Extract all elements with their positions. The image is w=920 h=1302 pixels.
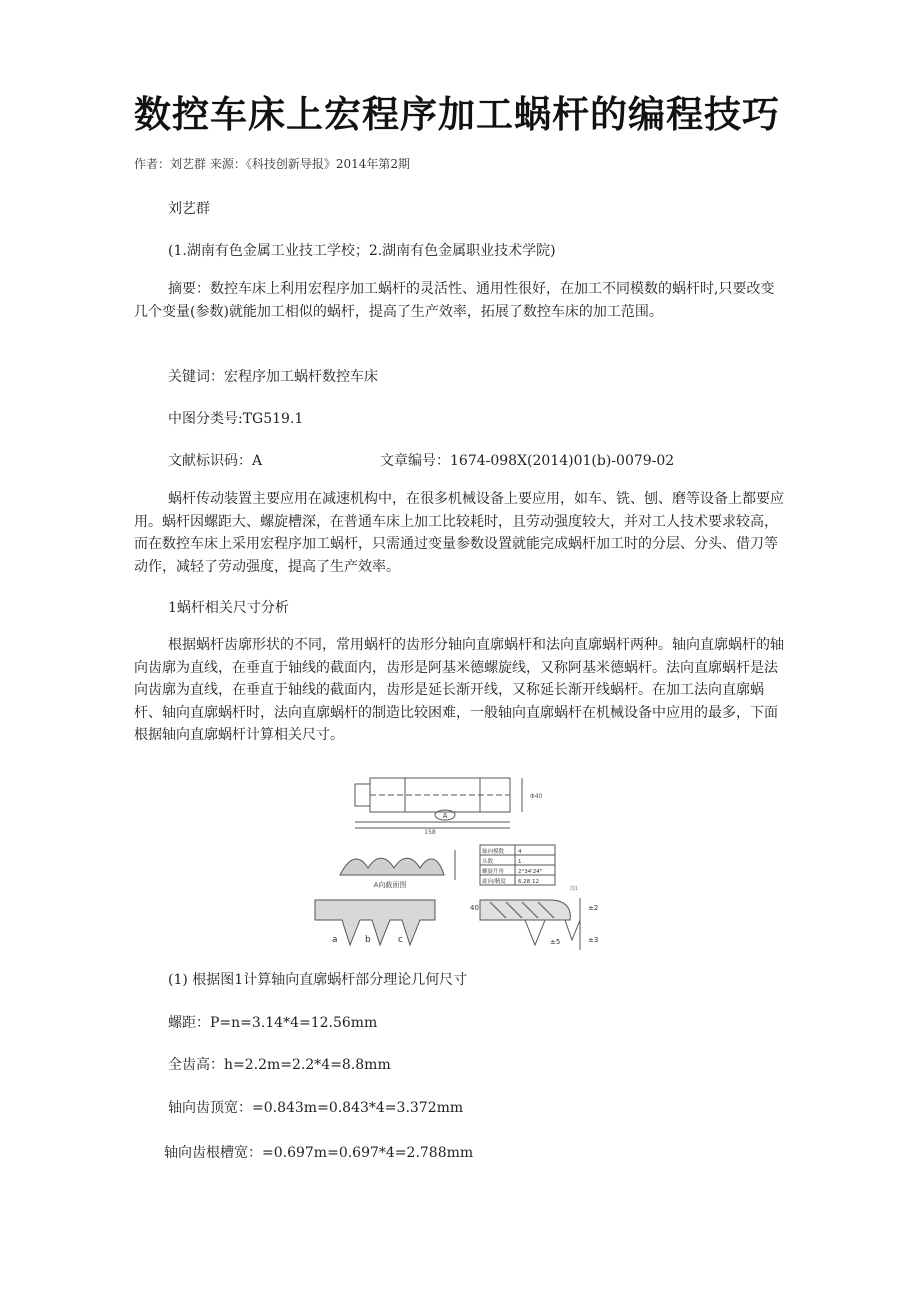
doc-code: 文献标识码：A: [168, 453, 263, 469]
section-heading: 1蜗杆相关尺寸分析: [168, 600, 289, 616]
view-label-a: A: [442, 812, 448, 820]
dim-label: ±3: [588, 936, 599, 944]
profile-caption: A向截面图: [373, 881, 407, 889]
dim-label: ±5: [550, 938, 561, 946]
hatched-section: [480, 898, 580, 950]
article-meta: 作者：刘艺群 来源：《科技创新导报》2014年第2期: [134, 157, 410, 171]
figure-tag: 图1: [570, 886, 579, 892]
tooth-profile: [340, 858, 444, 875]
dim-label: ±2: [588, 904, 599, 912]
dim-length: 158: [424, 829, 436, 836]
figure-caption: (1) 根据图1计算轴向直廓蜗杆部分理论几何尺寸: [168, 972, 468, 988]
tool-label-c: c: [398, 935, 403, 945]
worm-figure: [310, 770, 640, 960]
author-line: 刘艺群: [168, 201, 210, 217]
formula-pitch: 螺距：P=n=3.14*4=12.56mm: [168, 1015, 378, 1031]
shaft-end-left: [355, 784, 370, 806]
table-row-value: 6.28 12: [518, 879, 539, 885]
intro-paragraph: 蜗杆传动装置主要应用在减速机构中，在很多机械设备上要应用，如车、铣、刨、磨等设备上都要应用。蜗杆因螺距大、螺旋槽深，在普通车床上加工比较耗时，且劳动强度较大，并对工人技术要求较高，而在数控车床上采用宏程序加工蜗杆，只需通过变量参数设置就能完成蜗杆加工时的分层、分头、借刀等动作，减轻了劳动强度，提高了生产效率。: [134, 491, 784, 575]
analysis-paragraph: 根据蜗杆齿廓形状的不同，常用蜗杆的齿形分轴向直廓蜗杆和法向直廓蜗杆两种。轴向直廓蜗杆的轴向齿廓为直线，在垂直于轴线的截面内，齿形是阿基米德螺旋线，又称阿基米德蜗杆。法向直廓蜗杆是法向齿廓为直线，在垂直于轴线的截面内，齿形是延长渐开线，又称延长渐开线蜗杆。在加工法向直廓蜗杆、轴向直廓蜗杆时，法向直廓蜗杆的制造比较困难，一般轴向直廓蜗杆在机械设备中应用的最多，下面根据轴向直廓蜗杆计算相关尺寸。: [134, 637, 784, 743]
table-row-value: 2°34'24": [518, 869, 543, 875]
dim-label: 40: [470, 904, 479, 912]
table-row-label: 螺旋升角: [482, 869, 505, 875]
keywords-line: 关键词：宏程序加工蜗杆数控车床: [168, 369, 378, 385]
clc-line: 中图分类号:TG519.1: [168, 411, 304, 427]
tool-label-a: a: [332, 935, 338, 945]
article-number: 文章编号：1674-098X(2014)01(b)-0079-02: [380, 453, 675, 469]
abstract-paragraph: 摘要：数控车床上利用宏程序加工蜗杆的灵活性、通用性很好，在加工不同模数的蜗杆时,只要改变几个变量(参数)就能加工相似的蜗杆，提高了生产效率，拓展了数控车床的加工范围。: [134, 281, 775, 320]
table-row-label: 头数: [482, 859, 494, 865]
formula-root-width: 轴向齿根槽宽：=0.697m=0.697*4=2.788mm: [164, 1145, 474, 1161]
dim-diameter: Φ40: [530, 793, 543, 800]
formula-tip-width: 轴向齿顶宽：=0.843m=0.843*4=3.372mm: [168, 1100, 464, 1116]
table-row-label: 轴向模数: [482, 849, 505, 855]
table-row-value: 4: [518, 849, 522, 855]
article-title: 数控车床上宏程序加工蜗杆的编程技巧: [134, 93, 780, 136]
tool-label-b: b: [365, 935, 371, 945]
table-row-label: 旋向/精度: [482, 879, 506, 885]
formula-tooth-height: 全齿高：h=2.2m=2.2*4=8.8mm: [168, 1057, 391, 1073]
affiliation-line: (1.湖南有色金属工业技工学校；2.湖南有色金属职业技术学院): [168, 243, 556, 259]
table-row-value: 1: [518, 859, 522, 865]
